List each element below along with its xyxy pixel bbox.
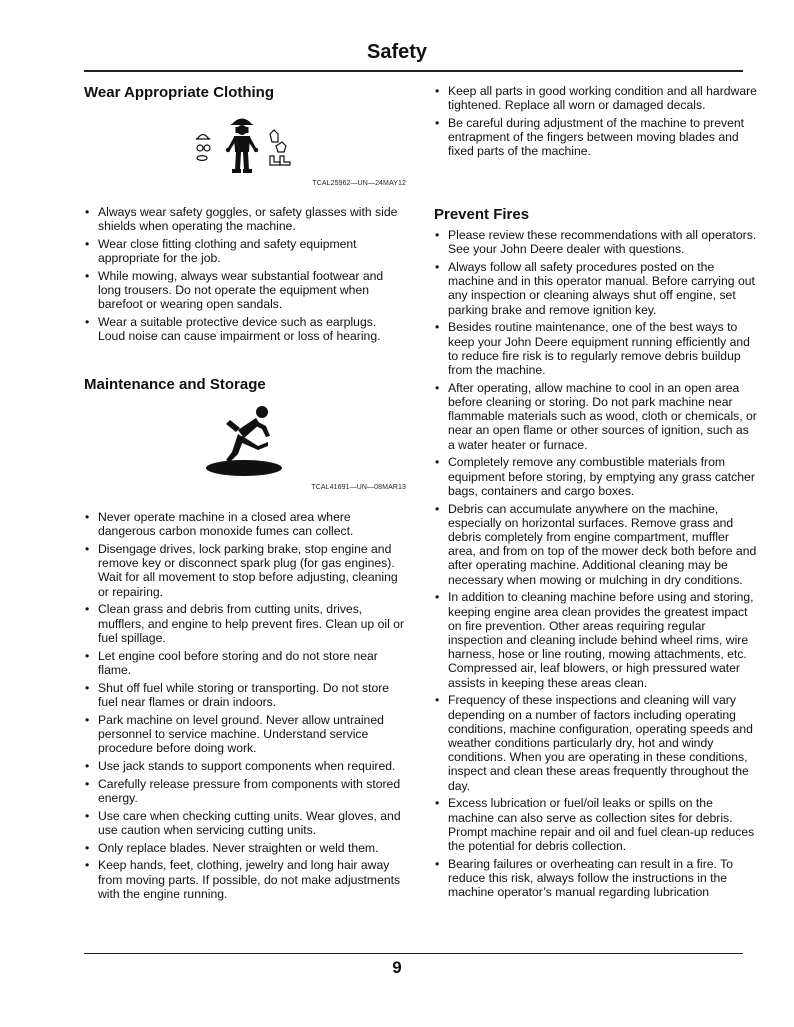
list-item: • Always wear safety goggles, or safety glasses with side shields when operating the machine. (84, 205, 406, 233)
list-item: • Let engine cool before storing and do not store near flame. (84, 649, 406, 677)
section-heading-clothing: Wear Appropriate Clothing (84, 84, 275, 101)
list-item: • Keep hands, feet, clothing, jewelry and long hair away from moving parts. If possible, do not make adjustments with the engine running. (84, 858, 406, 901)
list-item: • Completely remove any combustible materials from equipment before storing, by emptying any grass catcher bags, containers and cargo boxes. (434, 455, 758, 498)
slip-hazard-icon (202, 402, 292, 480)
continued-list (434, 84, 758, 162)
footer-rule (84, 953, 743, 954)
list-item: • While mowing, always wear substantial footwear and long trousers. Do not operate the equipment when barefoot or wearing open sandals. (84, 269, 406, 312)
list-item: • Keep all parts in good working condition and all hardware tightened. Replace all worn or damaged decals. (434, 84, 758, 112)
list-item: • Wear close fitting clothing and safety equipment appropriate for the job. (84, 237, 406, 265)
list-item: • Be careful during adjustment of the machine to prevent entrapment of the fingers between moving blades and fixed parts of the machine. (434, 116, 758, 159)
list-item: • Wear a suitable protective device such as earplugs. Loud noise can cause impairment or loss of hearing. (84, 315, 406, 343)
list-item: • Debris can accumulate anywhere on the machine, especially on horizontal surfaces. Remove grass and debris completely from engine compartment, muffler area, and from on top of the mower deck both before and after operating machine. Additional cleaning may be necessary when mowing or mulching in dry conditions. (434, 502, 758, 587)
list-item: • Bearing failures or overheating can result in a fire. To reduce this risk, always follow the instructions in the machine operator’s manual regarding lubrication (434, 857, 758, 900)
clothing-list (84, 205, 406, 347)
list-item: • Only replace blades. Never straighten or weld them. (84, 841, 406, 855)
list-item: • Carefully release pressure from components with stored energy. (84, 777, 406, 805)
page-number: 9 (392, 958, 402, 977)
list-item: • Besides routine maintenance, one of the best ways to keep your John Deere equipment running efficiently and to reduce fire risk is to regularly remove debris buildup from the machine. (434, 320, 758, 377)
figure-caption: TCAL41691—UN—08MAR13 (311, 484, 406, 491)
list-item: • Park machine on level ground. Never allow untrained personnel to service machine. Understand service procedure before doing work. (84, 713, 406, 756)
list-item: • Use jack stands to support components when required. (84, 759, 406, 773)
list-item: • Clean grass and debris from cutting units, drives, mufflers, and engine to help prevent fires. Clean up oil or fuel spillage. (84, 602, 406, 645)
list-item: • Disengage drives, lock parking brake, stop engine and remove key or disconnect spark plug (for gas engines). Wait for all movement to stop before adjusting, cleaning or repairing. (84, 542, 406, 599)
list-item: • Use care when checking cutting units. Wear gloves, and use caution when servicing cutting units. (84, 809, 406, 837)
list-item: • Excess lubrication or fuel/oil leaks or spills on the machine can also serve as collection sites for debris. Prompt machine repair and oil and fuel clean-up reduces the potential for debris collection. (434, 796, 758, 853)
header-rule (84, 70, 743, 72)
maintenance-list (84, 510, 406, 905)
list-item: • Frequency of these inspections and cleaning will vary depending on a number of factors including operating conditions, machine configuration, operating speeds and weather conditions particularly dry, hot and windy conditions. When you are operating in these conditions, inspect and clean these areas frequently throughout the day. (434, 693, 758, 792)
list-item: • Always follow all safety procedures posted on the machine and in this operator manual. Before carrying out any inspection or cleaning always shut off engine, set parking brake and remove ignition key. (434, 260, 758, 317)
list-item: • Shut off fuel while storing or transporting. Do not store fuel near flames or drain indoors. (84, 681, 406, 709)
page-title: Safety (366, 41, 428, 63)
section-heading-fires: Prevent Fires (434, 206, 530, 223)
list-item: • Never operate machine in a closed area where dangerous carbon monoxide fumes can collect. (84, 510, 406, 538)
list-item: • In addition to cleaning machine before using and storing, keeping engine area clean provides the greatest impact on fire prevention. Other areas requiring regular inspection and cleaning include behind wheel rims, wire harness, hose or line routing, mowing attachments, etc. Compressed air, leaf blowers, or high pressured water assists in keeping these areas clean. (434, 590, 758, 689)
list-item: • Please review these recommendations with all operators. See your John Deere dealer with questions. (434, 228, 758, 256)
protective-clothing-icon (192, 112, 292, 176)
section-heading-maintenance: Maintenance and Storage (84, 376, 266, 393)
fires-list (434, 228, 758, 903)
figure-caption: TCAL25962—UN—24MAY12 (312, 180, 406, 187)
list-item: • After operating, allow machine to cool in an open area before cleaning or storing. Do not park machine near flammable materials such as wood, cloth or chemicals, or near an open flame or other sources of ignition, such as a water heater or furnace. (434, 381, 758, 452)
